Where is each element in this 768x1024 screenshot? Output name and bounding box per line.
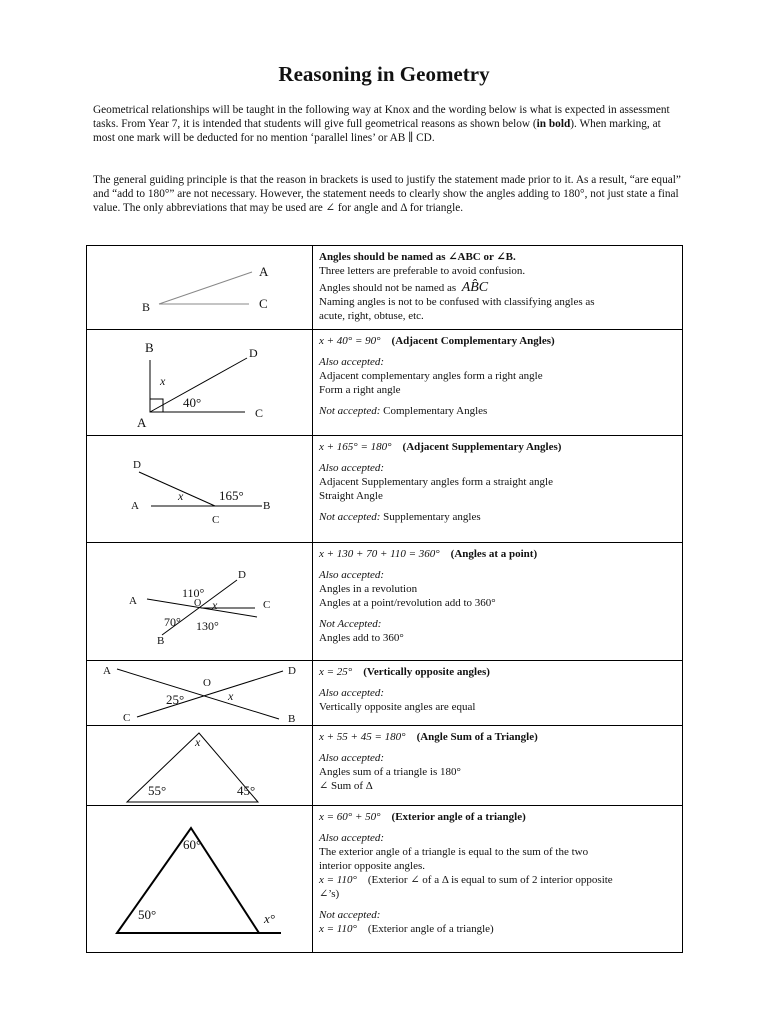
svg-text:B: B [263, 500, 271, 512]
table-row-naming [87, 246, 682, 329]
svg-text:A: A [131, 500, 139, 512]
svg-text:130°: 130° [196, 619, 219, 633]
svg-text:70°: 70° [164, 615, 181, 629]
table-row-angle-sum [87, 725, 682, 805]
complementary-figure [87, 330, 312, 435]
vertically-opposite-text: x = 25° (Vertically opposite angles) Also accepted: Vertically opposite angles are equal [319, 666, 490, 713]
svg-text:x: x [195, 735, 201, 749]
svg-text:D: D [249, 346, 258, 360]
naming-text: Angles should be named as ∠ABC or ∠B. Three letters are preferable to avoid confusion. Angles should not be named as AB̂C Naming angles is not to be confused with classifying angles as acute, right, obtuse, etc. [319, 251, 595, 322]
exterior-angle-text: x = 60° + 50° (Exterior angle of a triangle) Also accepted: The exterior angle of a triangle is equal to the sum of the two interior opposite angles. x = 110° (Exterior ∠ of a Δ is equal to sum of 2 interior opposite ∠’s) Not accepted: x = 110° (Exterior angle of a triangle) [319, 811, 613, 935]
table-row-exterior-angle [87, 805, 682, 954]
table-row-angles-at-point [87, 542, 682, 660]
page-title: Reasoning in Geometry [278, 62, 490, 86]
svg-text:O: O [203, 677, 211, 689]
svg-text:C: C [255, 406, 264, 420]
label-b: B [142, 300, 151, 314]
svg-text:C: C [123, 712, 131, 724]
table-row-supplementary [87, 435, 682, 542]
svg-text:D: D [133, 459, 141, 471]
angle-sum-text: x + 55 + 45 = 180° (Angle Sum of a Triangle) Also accepted: Angles sum of a triangle is 180° ∠ Sum of Δ [319, 731, 538, 792]
angles-at-point-figure [87, 543, 312, 660]
reasons-table [86, 245, 683, 953]
svg-text:45°: 45° [237, 783, 256, 798]
vertically-opposite-figure [87, 661, 312, 725]
complementary-text: x + 40° = 90° (Adjacent Complementary Angles) Also accepted: Adjacent complementary angles form a right angle Form a right angle Not accepted: Complementary Angles [319, 335, 555, 417]
svg-text:C: C [212, 514, 220, 526]
svg-text:110°: 110° [182, 586, 205, 600]
supplementary-text: x + 165° = 180° (Adjacent Supplementary Angles) Also accepted: Adjacent Supplementary angles form a straight angle Straight Angle Not accepted: Supplementary angles [319, 441, 562, 523]
svg-text:B: B [157, 635, 165, 647]
angle-sum-figure [87, 726, 312, 805]
svg-text:B: B [288, 713, 296, 725]
svg-text:A: A [137, 415, 147, 430]
svg-text:55°: 55° [148, 783, 167, 798]
svg-text:C: C [263, 599, 271, 611]
svg-text:x: x [212, 598, 218, 612]
svg-text:x: x [160, 374, 166, 388]
intro-paragraph-1: Geometrical relationships will be taught in the following way at Knox and the wording below is what is expected in assessment tasks. From Year 7, it is intended that students will give full geometrical reasons as shown below (in bold). When marking, at most one mark will be deducted for no mention ‘parallel lines’ or AB ∥ CD. [93, 104, 670, 144]
svg-text:A: A [129, 595, 137, 607]
label-a: A [259, 264, 269, 279]
table-row-vertically-opposite [87, 660, 682, 725]
svg-text:A: A [103, 665, 111, 677]
intro-paragraph-2: The general guiding principle is that the reason in brackets is used to justify the statement made prior to it. As a result, “are equal” and “add to 180°” are not necessary. However, the statement needs to clearly show the angles adding to 180°, not just state a final value. The only abbreviations that may be used are ∠ for angle and Δ for triangle. [93, 174, 681, 214]
svg-text:60°: 60° [183, 837, 202, 852]
svg-text:40°: 40° [183, 395, 202, 410]
table-row-complementary [87, 329, 682, 435]
angles-at-point-text: x + 130 + 70 + 110 = 360° (Angles at a point) Also accepted: Angles in a revolution Angles at a point/revolution add to 360° Not Accepted: Angles add to 360° [319, 548, 538, 644]
svg-text:x: x [178, 489, 184, 503]
angle-naming-figure [87, 246, 312, 329]
svg-text:D: D [238, 569, 246, 581]
supplementary-figure [87, 436, 312, 542]
svg-text:50°: 50° [138, 907, 157, 922]
svg-text:x: x [228, 689, 234, 703]
svg-text:165°: 165° [219, 488, 244, 503]
svg-text:B: B [145, 340, 154, 355]
svg-text:D: D [288, 665, 296, 677]
label-c: C [259, 296, 268, 311]
exterior-angle-figure [87, 806, 312, 954]
svg-text:O: O [194, 598, 202, 609]
svg-text:25°: 25° [166, 692, 185, 707]
svg-text:x°: x° [264, 911, 275, 926]
